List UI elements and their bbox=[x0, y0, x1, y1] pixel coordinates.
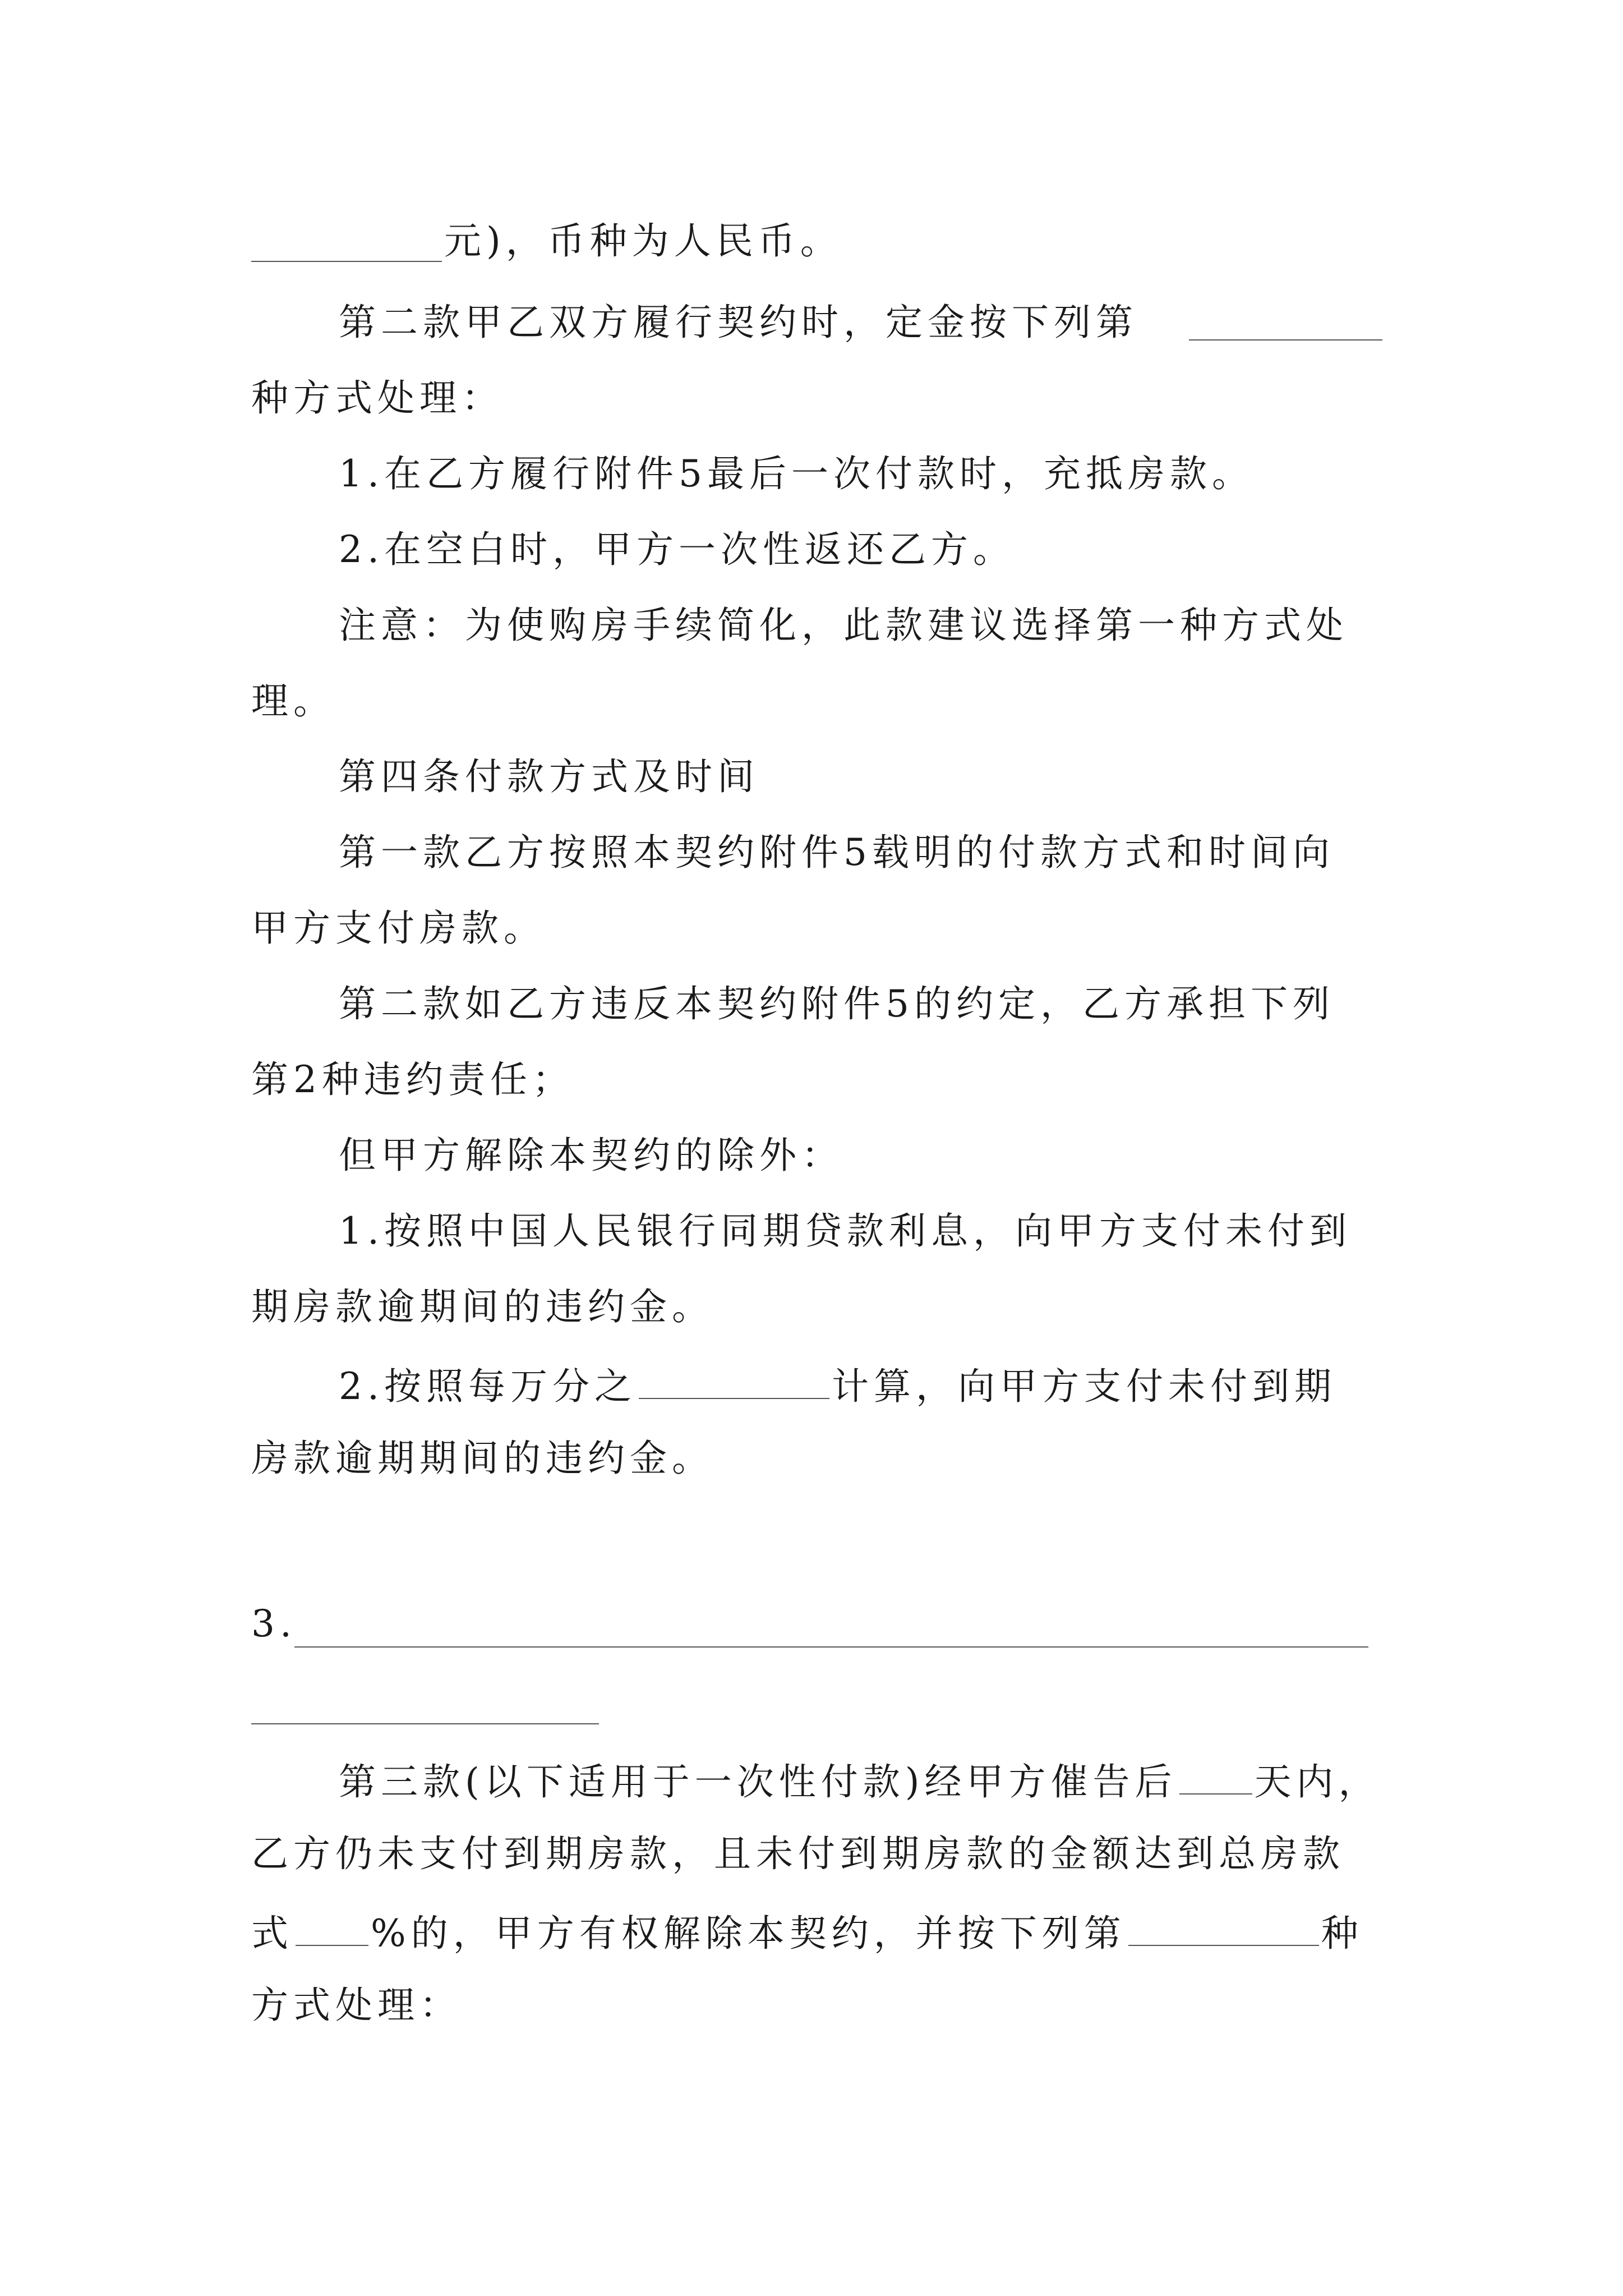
fill-in-blank bbox=[296, 1904, 368, 1946]
fill-in-blank bbox=[1128, 1904, 1319, 1946]
text-line bbox=[251, 1904, 1384, 1959]
text-line: 2.在空白时，甲方一次性返还乙方。 bbox=[339, 528, 1015, 571]
text-line bbox=[339, 1358, 1472, 1412]
text-segment: 计算，向甲方支付未付到期 bbox=[831, 1365, 1336, 1408]
text-segment: 种 bbox=[1321, 1912, 1363, 1955]
text-line: 房款逾期期间的违约金。 bbox=[251, 1437, 714, 1480]
fill-in-blank bbox=[1189, 339, 1382, 341]
fill-in-blank bbox=[1179, 1753, 1252, 1795]
text-line: 方式处理： bbox=[251, 1984, 462, 2027]
fill-in-blank bbox=[251, 261, 442, 262]
text-line: 3. bbox=[251, 1602, 297, 1645]
text-line: 第二款如乙方违反本契约附件5的约定，乙方承担下列 bbox=[339, 982, 1335, 1025]
fill-in-blank bbox=[294, 1646, 1368, 1648]
text-line: 甲方支付房款。 bbox=[251, 907, 546, 950]
text-line: 1.在乙方履行附件5最后一次付款时，充抵房款。 bbox=[339, 452, 1254, 495]
text-line: 种方式处理： bbox=[251, 376, 504, 420]
text-segment: 2.按照每万分之 bbox=[339, 1365, 637, 1408]
text-line: 元)，币种为人民币。 bbox=[444, 219, 842, 263]
section-heading: 第四条付款方式及时间 bbox=[339, 755, 759, 798]
text-line: 第一款乙方按照本契约附件5载明的付款方式和时间向 bbox=[339, 831, 1335, 874]
text-line: 期房款逾期间的违约金。 bbox=[251, 1285, 714, 1328]
text-line: 第二款甲乙双方履行契约时，定金按下列第 bbox=[339, 301, 1138, 344]
text-segment: %的，甲方有权解除本契约，并按下列第 bbox=[371, 1912, 1126, 1955]
text-line: 理。 bbox=[251, 679, 335, 723]
text-line bbox=[339, 1753, 1472, 1807]
text-line: 1.按照中国人民银行同期贷款利息，向甲方支付未付到 bbox=[339, 1209, 1352, 1253]
fill-in-blank bbox=[639, 1358, 829, 1399]
fill-in-blank bbox=[251, 1723, 599, 1724]
text-segment: 第三款(以下适用于一次性付款)经甲方催告后 bbox=[339, 1760, 1177, 1803]
text-segment: 天内， bbox=[1254, 1760, 1381, 1803]
text-line: 乙方仍未支付到期房款，且未付到期房款的金额达到总房款 bbox=[251, 1832, 1345, 1875]
text-line: 注意：为使购房手续简化，此款建议选择第一种方式处 bbox=[339, 604, 1348, 647]
text-segment: 式 bbox=[251, 1912, 293, 1955]
text-line: 第2种违约责任； bbox=[251, 1058, 574, 1101]
text-line: 但甲方解除本契约的除外： bbox=[339, 1134, 843, 1177]
